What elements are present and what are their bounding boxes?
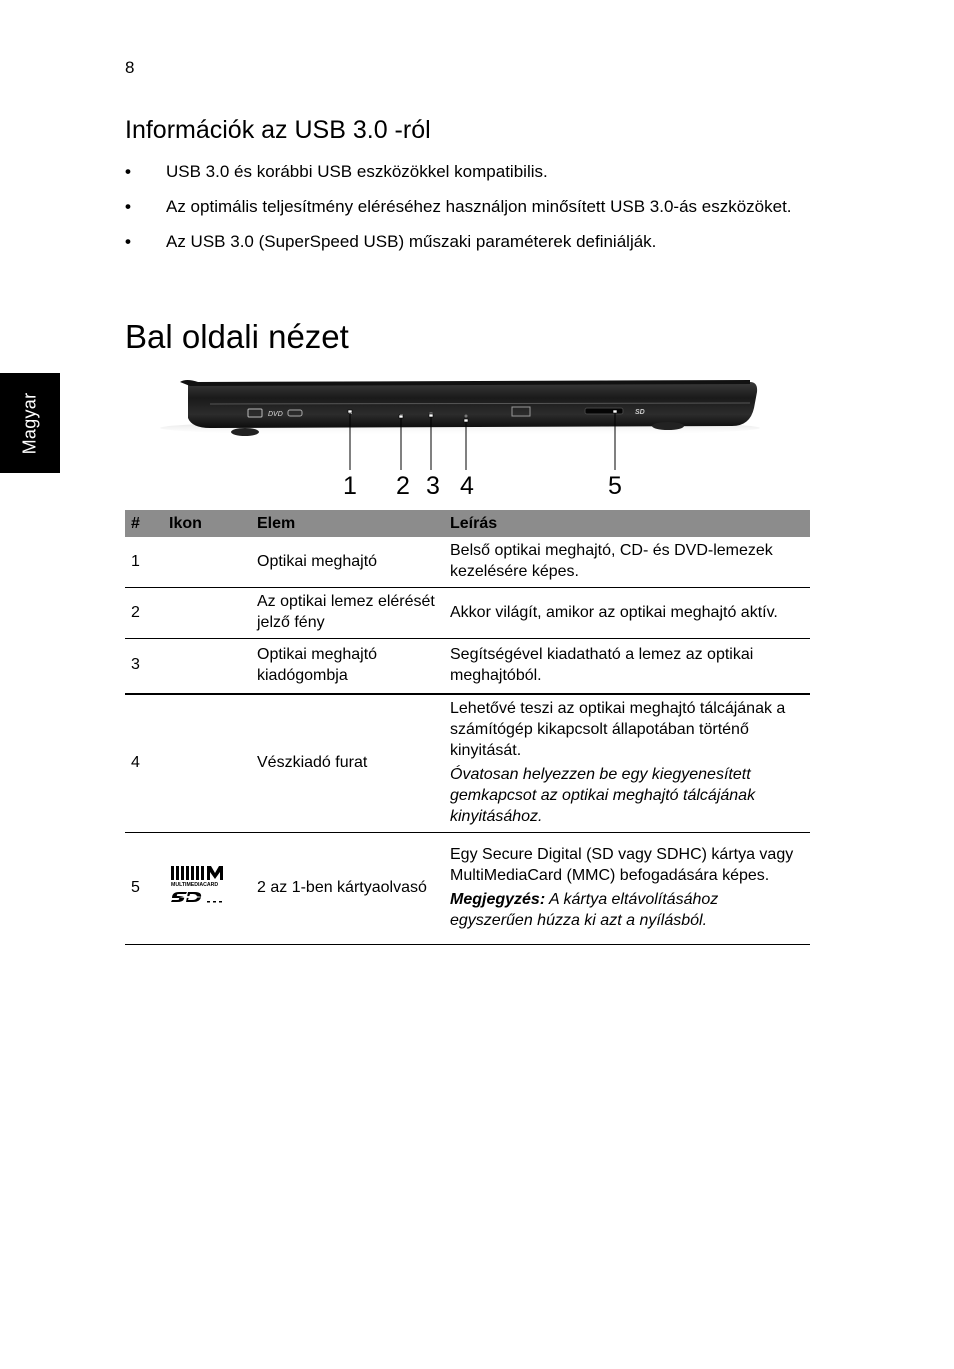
row-item: Vészkiadó furat xyxy=(251,694,444,833)
row-note xyxy=(450,889,804,931)
multimediacard-sd-icon xyxy=(169,864,233,904)
row-description: Lehetővé teszi az optikai meghajtó tálcájának a számítógép kikapcsolt állapotában történő kinyitását. xyxy=(450,699,786,759)
foot-left xyxy=(231,428,259,436)
row-description-cell xyxy=(444,694,810,833)
callout-marker-4 xyxy=(464,419,468,422)
row-item: Optikai meghajtó xyxy=(251,537,444,588)
callout-marker-2 xyxy=(399,415,403,418)
sd-label: SD xyxy=(635,409,645,416)
row-item: Az optikai lemez elérését jelző fény xyxy=(251,588,444,639)
callout-number-3: 3 xyxy=(426,472,440,500)
row-number: 5 xyxy=(125,832,163,944)
note-text: A kártya eltávolításához egyszerűen húzza ki azt a nyílásból. xyxy=(450,890,719,929)
page-title: Bal oldali nézet xyxy=(125,318,349,355)
table-row xyxy=(125,694,810,833)
row-description: Akkor világít, amikor az optikai meghajtó aktív. xyxy=(444,588,810,639)
row-description: Egy Secure Digital (SD vagy SDHC) kártya vagy MultiMediaCard (MMC) befogadására képes. xyxy=(450,845,794,884)
row-icon xyxy=(163,694,251,833)
bullet-icon: • xyxy=(125,232,131,251)
row-description-cell xyxy=(444,832,810,944)
callout-number-4: 4 xyxy=(460,472,474,500)
header-item: Elem xyxy=(251,510,444,537)
row-number: 2 xyxy=(125,588,163,639)
page-number: 8 xyxy=(125,58,135,77)
header-description: Leírás xyxy=(444,510,810,537)
note-label: Megjegyzés: xyxy=(450,890,546,908)
header-icon: Ikon xyxy=(163,510,251,537)
side-tab-label: Magyar xyxy=(19,392,40,454)
row-icon-cell xyxy=(163,832,251,944)
bullet-icon: • xyxy=(125,197,131,216)
row-number: 3 xyxy=(125,639,163,694)
row-description: Belső optikai meghajtó, CD- és DVD-lemezek kezelésére képes. xyxy=(444,537,810,588)
usb-bullet-list xyxy=(125,160,815,265)
dvd-label: DVD xyxy=(268,411,283,418)
bullet-item: • Az optimális teljesítmény eléréséhez használjon minősített USB 3.0-ás eszközöket. xyxy=(125,197,792,216)
usb-section-title: Információk az USB 3.0 -ról xyxy=(125,116,431,144)
header-num: # xyxy=(125,510,163,537)
foot-right xyxy=(652,422,684,430)
language-side-tab xyxy=(0,373,60,473)
callout-marker-5 xyxy=(613,410,617,413)
table-row xyxy=(125,588,810,639)
callout-marker-1 xyxy=(348,410,352,413)
callout-number-1: 1 xyxy=(343,472,357,500)
row-icon xyxy=(163,639,251,694)
callout-number-2: 2 xyxy=(396,472,410,500)
table-row xyxy=(125,639,810,694)
row-note: Óvatosan helyezzen be egy kiegyenesített gemkapcsot az optikai meghajtó tálcájának kinyitásához. xyxy=(450,765,756,825)
bullet-icon: • xyxy=(125,162,131,181)
table-row xyxy=(125,832,810,944)
callout-number-5: 5 xyxy=(608,472,622,500)
row-icon xyxy=(163,537,251,588)
table-header-row xyxy=(125,510,810,537)
table-row xyxy=(125,537,810,588)
row-number: 4 xyxy=(125,694,163,833)
mmc-label: MULTIMEDIACARD xyxy=(171,882,219,888)
row-item: 2 az 1-ben kártyaolvasó xyxy=(251,832,444,944)
row-number: 1 xyxy=(125,537,163,588)
emergency-eject-hole xyxy=(465,415,468,418)
laptop-left-side-figure xyxy=(150,370,770,500)
bullet-item: • Az USB 3.0 (SuperSpeed USB) műszaki paraméterek definiálják. xyxy=(125,232,657,251)
ports-table xyxy=(125,510,810,945)
row-icon xyxy=(163,588,251,639)
laptop-body xyxy=(188,382,757,428)
bullet-item: • USB 3.0 és korábbi USB eszközökkel kompatibilis. xyxy=(125,162,548,181)
row-item: Optikai meghajtó kiadógombja xyxy=(251,639,444,694)
row-description: Segítségével kiadatható a lemez az optikai meghajtóból. xyxy=(444,639,810,694)
callout-marker-3 xyxy=(429,414,433,417)
